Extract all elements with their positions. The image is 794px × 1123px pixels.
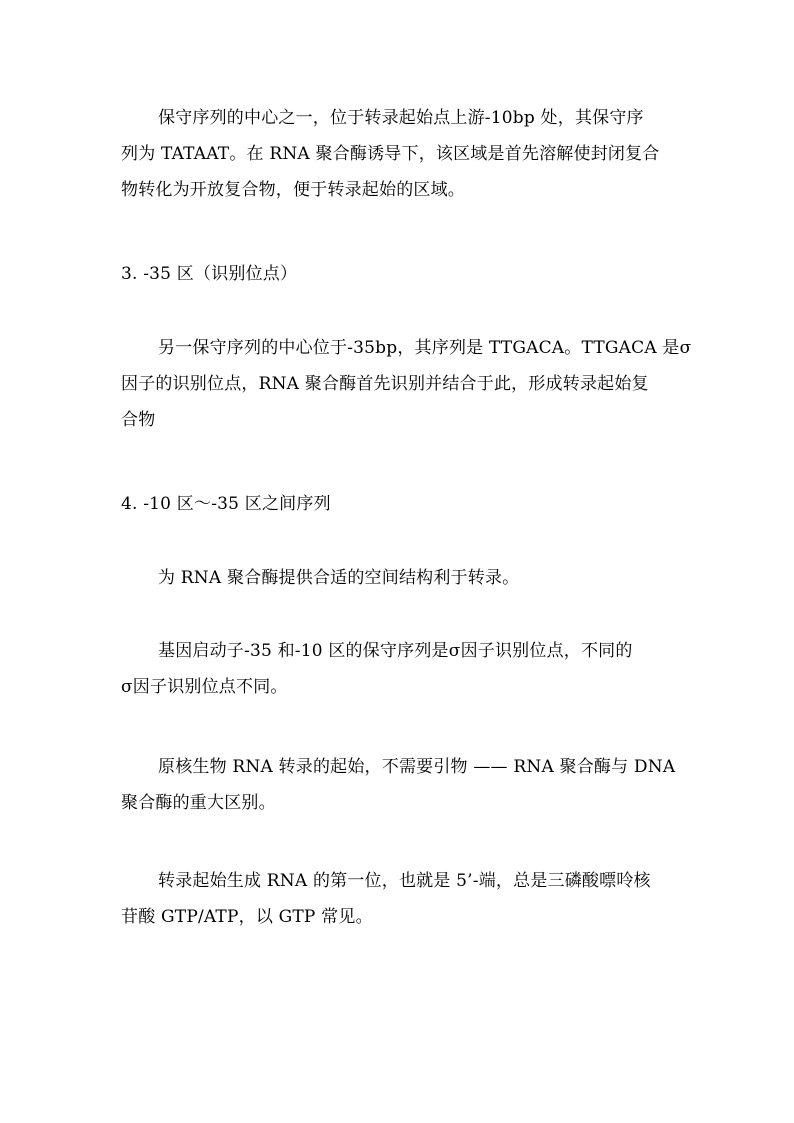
paragraph-line: 苷酸 GTP/ATP，以 GTP 常见。 [121, 907, 373, 927]
paragraph-spacer-sequence [121, 560, 681, 596]
paragraph-line: 另一保守序列的中心位于-35bp，其序列是 TTGACA。TTGACA 是σ [158, 338, 692, 358]
section-heading-3: 3. -35 区（识别位点） [121, 264, 298, 284]
paragraph-line: 原核生物 RNA 转录的起始，不需要引物 —— RNA 聚合酶与 DNA [158, 757, 676, 777]
section-heading-4: 4. -10 区～-35 区之间序列 [121, 494, 331, 514]
paragraph-minus10-region [121, 100, 681, 208]
paragraph-line: 保守序列的中心之一，位于转录起始点上游-10bp 处，其保守序 [158, 108, 644, 128]
paragraph-line: 列为 TATAAT。在 RNA 聚合酶诱导下，该区域是首先溶解使封闭复合 [121, 144, 660, 164]
paragraph-minus35-region [121, 330, 692, 438]
paragraph-line: 物转化为开放复合物，便于转录起始的区域。 [121, 180, 465, 200]
paragraph-line: σ因子识别位点不同。 [121, 677, 288, 697]
paragraph-line: 为 RNA 聚合酶提供合适的空间结构利于转录。 [158, 568, 520, 588]
paragraph-line: 基因启动子-35 和-10 区的保守序列是σ因子识别位点，不同的 [158, 641, 633, 661]
paragraph-line: 转录起始生成 RNA 的第一位，也就是 5’-端，总是三磷酸嘌呤核 [158, 871, 651, 891]
paragraph-line: 因子的识别位点，RNA 聚合酶首先识别并结合于此，形成转录起始复 [121, 374, 649, 394]
paragraph-line: 聚合酶的重大区别。 [121, 793, 276, 813]
paragraph-line: 合物 [121, 410, 156, 430]
paragraph-sigma-factor [121, 633, 681, 705]
paragraph-first-nucleotide [121, 863, 681, 935]
paragraph-no-primer [121, 749, 681, 821]
